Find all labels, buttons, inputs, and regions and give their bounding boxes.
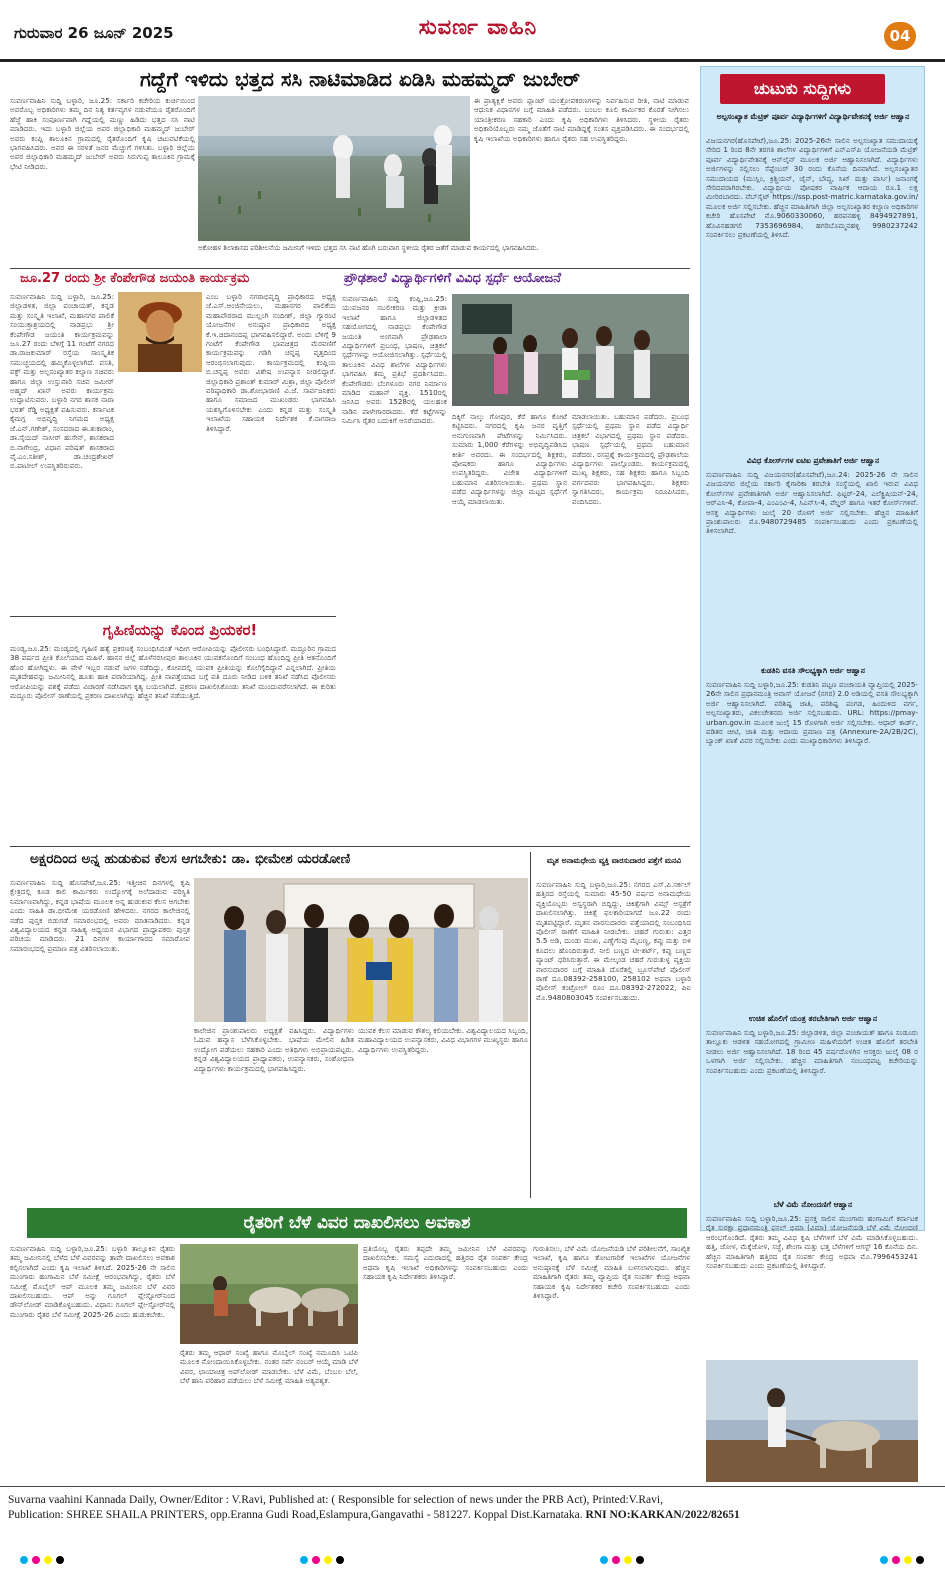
chutuku-h4: ಉಚಿತ ಹೊಲಿಗೆ ಯಂತ್ರ ತರಬೇತಿಗಾಗಿ ಅರ್ಜಿ ಆಹ್ವಾನ	[748, 1014, 878, 1023]
book-release-photo	[194, 878, 528, 1022]
imprint	[0, 1486, 945, 1548]
book-body-col3: ಯುವಕ ಕೆಲಸ ಮಾಡುವ ಕೌಶಲ್ಯ ಕಲಿಯಬೇಕು. ವಿಶ್ವವಿದ್ಯಾಲಯದ ಸಿಬ್ಬಂದಿ, ಮಹಾವಿದ್ಯಾಲಯದ ಉಪನ್ಯಾಸಕರು, ವಿವಿಧ ವಿಭಾಗಗಳ ಮುಖ್ಯಸ್ಥರು ಹಾಗೂ ವಿದ್ಯಾರ್ಥಿಗಳು ಉಪಸ್ಥಿತರಿದ್ದರು.	[358, 1026, 528, 1054]
mrutha-body: ಸುವರ್ಣವಾಹಿನಿ ಸುದ್ದಿ ಬಳ್ಳಾರಿ,ಜೂ.25: ನಗರದ ಎಸ್.ಪಿ.ಸರ್ಕಲ್ ಹತ್ತಿರದ ರಸ್ತೆಯಲ್ಲಿ ಸುಮಾರು 45-50 ವರ್ಷದ ಅನಾಮಧೇಯ ವ್ಯಕ್ತಿಯೊಬ್ಬರು ಅಸ್ವಸ್ಥರಾಗಿ ಬಿದ್ದಿದ್ದು, ಚಿಕಿತ್ಸೆಗಾಗಿ ವಿಮ್ಸ್ ಆಸ್ಪತ್ರೆಗೆ ದಾಖಲಿಸಲಾಗಿತ್ತು. ಚಿಕಿತ್ಸೆ ಫಲಕಾರಿಯಾಗದೆ ಜೂ.22 ರಂದು ಮೃತಪಟ್ಟಿದ್ದಾರೆ. ಮೃತನ ವಾರಸುದಾರರು ಪತ್ತೆಯಾದಲ್ಲಿ ಸಂಬಂಧಿಸಿದ ಪೊಲೀಸ್ ಠಾಣೆಗೆ ಮಾಹಿತಿ ನೀಡಬೇಕು. ಚಹರೆ ಗುರುತು: ಎತ್ತರ 5.5 ಅಡಿ, ದುಂಡು ಮುಖ, ಎಣ್ಣೆಗೆಂಪು ಮೈಬಣ್ಣ, ಕಪ್ಪು ಮತ್ತು ಬಿಳಿ ಕೂದಲು ಹೊಂದಿರುತ್ತಾರೆ. ನೀಲಿ ಬಣ್ಣದ ಟೀ-ಶರ್ಟ್, ಕಪ್ಪು ಬಣ್ಣದ ಪ್ಯಾಂಟ್ ಧರಿಸಿರುತ್ತಾರೆ. ಈ ಮೇಲ್ಕಂಡ ಚಹರೆ ಗುರುತುಳ್ಳ ವ್ಯಕ್ತಿಯ ವಾರಸುದಾರರ ಬಗ್ಗೆ ಮಾಹಿತಿ ದೊರೆತಲ್ಲಿ ಬ್ರೂಸ್‌ಪೇಟೆ ಪೊಲೀಸ್ ಠಾಣೆ ದೂ.08392-258100, 258102 ಅಥವಾ ಬಳ್ಳಾರಿ ಪೊಲೀಸ್ ಕಂಟ್ರೋಲ್ ರೂಂ ದೂ.08392-272022, ಪಿಐ ಮೊ.9480803045 ಸಂಪರ್ಕಿಸಬಹುದು.	[536, 880, 691, 1002]
raita-body-col3: ಪ್ರತಿಯೊಬ್ಬ ರೈತರು ತಪ್ಪದೇ ತಮ್ಮ ಜಮೀನಿನ ಬೆಳೆ ವಿವರವನ್ನು ದಾಖಲಿಸಬೇಕು. ಸಮಸ್ಯೆ ಎದುರಾದಲ್ಲಿ ಹತ್ತಿರದ ರೈತ ಸಂಪರ್ಕ ಕೇಂದ್ರ ಅಥವಾ ಕೃಷಿ ಇಲಾಖೆ ಅಧಿಕಾರಿಗಳನ್ನು ಸಂಪರ್ಕಿಸಬಹುದು ಎಂದು ಸಹಾಯಕ ಕೃಷಿ ನಿರ್ದೇಶಕರು ತಿಳಿಸಿದ್ದಾರೆ.	[363, 1244, 528, 1282]
lead-photo	[198, 96, 470, 241]
paper-logo: ಸುವರ್ಣ ವಾಹಿನಿ	[418, 14, 538, 39]
raita-body-col1: ಸುವರ್ಣವಾಹಿನಿ ಸುದ್ದಿ ಬಳ್ಳಾರಿ,ಜೂ.25: ಬಳ್ಳಾರಿ ತಾಲ್ಲೂಕಿನ ರೈತರು ತಮ್ಮ ಜಮೀನಿನಲ್ಲಿ ಬೆಳೆದ ಬೆಳೆ ವಿವರವನ್ನು ತಾವೇ ದಾಖಲಿಸಲು ಅವಕಾಶ ಕಲ್ಪಿಸಲಾಗಿದೆ ಎಂದು ಕೃಷಿ ಇಲಾಖೆ ತಿಳಿಸಿದೆ. 2025-26 ನೇ ಸಾಲಿನ ಮುಂಗಾರು ಹಂಗಾಮಿನ ಬೆಳೆ ಸಮೀಕ್ಷೆ ಆರಂಭವಾಗಿದ್ದು, ರೈತರು ಬೆಳೆ ಸಮೀಕ್ಷೆ ಮೊಬೈಲ್ ಆಪ್ ಮೂಲಕ ತಮ್ಮ ಜಮೀನಿನ ಬೆಳೆ ವಿವರ ದಾಖಲಿಸಬಹುದು. ಆಪ್ ಅನ್ನು ಗೂಗಲ್ ಪ್ಲೇಸ್ಟೋರ್‌ನಿಂದ ಡೌನ್‌ಲೋಡ್ ಮಾಡಿಕೊಳ್ಳಬಹುದು. ವಿಧಾನ: ಗೂಗಲ್ ಪ್ಲೇ-ಸ್ಟೋರ್‌ನಲ್ಲಿ ಮುಂಗಾರು ರೈತರ ಬೆಳೆ ಸಮೀಕ್ಷೆ 2025-26 ಎಂದು ಹುಡುಕಬೇಕು.	[10, 1244, 175, 1319]
raita-body-col4: ಗುರುತಿಸಲು, ಬೆಳೆ ವಿಮೆ ಯೋಜನೆಯಡಿ ಬೆಳೆ ಪರಿಶೀಲನೆಗೆ, ಸಾಂಖ್ಯಿಕ ಇಲಾಖೆ, ಕೃಷಿ ಹಾಗೂ ತೋಟಗಾರಿಕೆ ಇಲಾಖೆಗಳ ಯೋಜನೆಗಳ ಅನುಷ್ಠಾನಕ್ಕೆ ಬೆಳೆ ಸಮೀಕ್ಷೆ ಮಾಹಿತಿ ಬಳಸಲಾಗುವುದು. ಹೆಚ್ಚಿನ ಮಾಹಿತಿಗಾಗಿ ರೈತರು ತಮ್ಮ ವ್ಯಾಪ್ತಿಯ ರೈತ ಸಂಪರ್ಕ ಕೇಂದ್ರ ಅಥವಾ ಸಹಾಯಕ ಕೃಷಿ ನಿರ್ದೇಶಕರ ಕಚೇರಿ ಸಂಪರ್ಕಿಸಬಹುದು ಎಂದು ತಿಳಿಸಿದ್ದಾರೆ.	[533, 1244, 690, 1301]
page-number: 04	[884, 22, 916, 50]
imprint-line2	[0, 1508, 945, 1523]
school-body-col3: ಮಾಡಲಾಯಿತು. ಬಹುಮಾನ ಪಡೆದರು. ಪ್ರಬಂಧ ಸ್ಪರ್ಧೆಯಲ್ಲಿ ಪ್ರಥಮ ಸ್ಥಾನ ಪಡೆದ ವಿದ್ಯಾರ್ಥಿ ಚಿತ್ರಕಲೆ ವಿಭಾಗದಲ್ಲಿ ಪ್ರಥಮ ಸ್ಥಾನ ಪಡೆದರು. ಭಾಷಣ ಸ್ಪರ್ಧೆಯಲ್ಲಿ ಪ್ರಥಮ ಬಹುಮಾನ ಪಡೆದರು. ರಸಪ್ರಶ್ನೆ ಕಾರ್ಯಕ್ರಮದಲ್ಲಿ ಪ್ರೌಢಶಾಲೆಯ ವಿದ್ಯಾರ್ಥಿಗಳು ಪಾಲ್ಗೊಂಡರು. ಕಾರ್ಯಕ್ರಮದಲ್ಲಿ ಮುಖ್ಯ ಶಿಕ್ಷಕರು, ಸಹ ಶಿಕ್ಷಕರು ಹಾಗೂ ಸಿಬ್ಬಂದಿ ವರ್ಗದವರು ಭಾಗವಹಿಸಿದ್ದರು. ಶಿಕ್ಷಕರು ಸ್ವಾಗತಿಸಿದರು, ಕಾರ್ಯಕ್ರಮ ನಿರೂಪಿಸಿದರು, ವಂದಿಸಿದರು.	[572, 412, 689, 506]
lead-photo-caption: ಅಕೋಹಳ ಶಿಲಾಕಾಸದ ಪರಿಶೀಲನೆಯ ಜಮೀನಿಗೆ ಇಳಿದು ಭತ್ತದ ಸಸಿ ನಾಟಿ ಹೊಗಿ ಬರುವಾಗ ಸ್ಥಳೀಯ ರೈತರ ಜತೆಗೆ ಮಾಡುವ ಕಾರ್ಯದಲ್ಲಿ ಭಾಗವಹಿಸಿದರು.	[198, 244, 539, 252]
chutuku-b3: ಸುವರ್ಣವಾಹಿನಿ ಸುದ್ದಿ ಬಳ್ಳಾರಿ,ಜೂ.25: ಕುಡತಿನಿ ಪಟ್ಟಣ ಪಂಚಾಯತಿ ವ್ಯಾಪ್ತಿಯಲ್ಲಿ 2025-26ನೇ ಸಾಲಿನ ಪ್ರಧಾನಮಂತ್ರಿ ಆವಾಸ್ ಯೋಜನೆ (ನಗರ) 2.0 ಅಡಿಯಲ್ಲಿ ವಸತಿ ಸೌಲಭ್ಯಕ್ಕಾಗಿ ಅರ್ಜಿ ಆಹ್ವಾನಿಸಲಾಗಿದೆ. ಪರಿಶಿಷ್ಟ ಜಾತಿ, ಪರಿಶಿಷ್ಟ ಪಂಗಡ, ಹಿಂದುಳಿದ ವರ್ಗ, ಅಲ್ಪಸಂಖ್ಯಾತರು, ವಿಕಲಚೇತನರು ಅರ್ಜಿ ಸಲ್ಲಿಸಬಹುದು. URL: https://pmay-urban.gov.in ಮೂಲಕ ಜುಲೈ 15 ರೊಳಗಾಗಿ ಅರ್ಜಿ ಸಲ್ಲಿಸಬೇಕು. ಆಧಾರ್ ಕಾರ್ಡ್, ಪಡಿತರ ಚೀಟಿ, ಜಾತಿ ಮತ್ತು ಆದಾಯ ಪ್ರಮಾಣ ಪತ್ರ (Annexure-2A/2B/2C), ಬ್ಯಾಂಕ್ ಖಾತೆ ವಿವರ ಸಲ್ಲಿಸಬೇಕು ಎಂದು ಮುಖ್ಯಾಧಿಕಾರಿಗಳು ತಿಳಿಸಿದ್ದಾರೆ.	[706, 680, 918, 746]
rni-number: RNI NO:KARKAN/2022/82651	[585, 1509, 740, 1521]
masthead	[0, 0, 945, 62]
jayanti-body-col1: ಸುವರ್ಣವಾಹಿನಿ ಸುದ್ದಿ ಬಳ್ಳಾರಿ, ಜೂ.25: ಜಿಲ್ಲಾಡಳಿತ, ಜಿಲ್ಲಾ ಪಂಚಾಯತ್, ಕನ್ನಡ ಮತ್ತು ಸಂಸ್ಕೃತಿ ಇಲಾಖೆ, ಮಹಾನಗರ ಪಾಲಿಕೆ ಸಂಯುಕ್ತಾಶ್ರಯದಲ್ಲಿ ನಾಡಪ್ರಭು ಶ್ರೀ ಕೆಂಪೇಗೌಡ ಜಯಂತಿ ಕಾರ್ಯಕ್ರಮವನ್ನು ಜೂ.27 ರಂದು ಬೆಳಿಗ್ಗೆ 11 ಗಂಟೆಗೆ ನಗರದ ಡಾ.ರಾಜಕುಮಾರ್ ರಸ್ತೆಯ ಸಾಂಸ್ಕೃತಿಕ ಸಮುಚ್ಚಯದಲ್ಲಿ ಹಮ್ಮಿಕೊಳ್ಳಲಾಗಿದೆ. ವಸತಿ, ವಕ್ಫ್ ಮತ್ತು ಅಲ್ಪಸಂಖ್ಯಾತರ ಕಲ್ಯಾಣ ಸಚಿವರು ಹಾಗೂ ಜಿಲ್ಲಾ ಉಸ್ತುವಾರಿ ಸಚಿವ ಜಮೀರ್ ಅಹ್ಮದ್ ಖಾನ್ ಅವರು ಕಾರ್ಯಕ್ರಮ ಉದ್ಘಾಟಿಸುವರು. ಬಳ್ಳಾರಿ ನಗರ ಶಾಸಕ ನಾರಾ ಭರತ್ ರೆಡ್ಡಿ ಅಧ್ಯಕ್ಷತೆ ವಹಿಸುವರು. ಕರ್ನಾಟಕ ಕೈಮಗ್ಗ ಅಭಿವೃದ್ಧಿ ನಿಗಮದ ಅಧ್ಯಕ್ಷ ಜೆ.ಎನ್.ಗಣೇಶ್, ಸಂಸದರಾದ ಈ.ತುಕಾರಾಂ, ಡಾ.ಸೈಯದ್ ನಾಸೀರ್ ಹುಸೇನ್, ಶಾಸಕರಾದ ಬಿ.ನಾಗೇಂದ್ರ, ವಿಧಾನ ಪರಿಷತ್ ಶಾಸಕರಾದ ವೈ.ಎಂ.ಸತೀಶ್, ಡಾ.ಚಂದ್ರಶೇಖರ್ ಬಿ.ಪಾಟೀಲ್ ಉಪಸ್ಥಿತರಿರುವರು.	[10, 292, 114, 471]
school-headline: ಪ್ರೌಢಶಾಲೆ ವಿದ್ಯಾರ್ಥಿಗಳಿಗೆ ವಿವಿಧ ಸ್ಪರ್ಧೆ ಆಯೋಜನೆ	[344, 271, 562, 286]
chutuku-h5: ಬೆಳೆ ವಿಮೆ ನೋಂದಣಿಗೆ ಆಹ್ವಾನ	[773, 1200, 853, 1209]
issue-date: ಗುರುವಾರ 26 ಜೂನ್ 2025	[14, 24, 174, 42]
divider	[10, 616, 336, 617]
jayanti-body-col2: ಎಂಬ ಬಳ್ಳಾರಿ ನಗರಾಭಿವೃದ್ಧಿ ಪ್ರಾಧಿಕಾರದ ಅಧ್ಯಕ್ಷ ಜೆ.ಎಸ್.ಆಂಜಿನೇಯಲು, ಮಹಾನಗರ ಪಾಲಿಕೆಯ ಮಹಾಪೌರರಾದ ಮುಲ್ಲಂಗಿ ನಂದೀಶ್, ಜಿಲ್ಲಾ ಗ್ಯಾರಂಟಿ ಯೋಜನೆಗಳ ಅನುಷ್ಠಾನ ಪ್ರಾಧಿಕಾರದ ಅಧ್ಯಕ್ಷ ಕೆ.ಇ.ಚಿದಾನಂದಪ್ಪ ಭಾಗವಹಿಸಲಿದ್ದಾರೆ. ಅಂದು ಬೆಳಿಗ್ಗೆ 9 ಗಂಟೆಗೆ ಕೆಂಪೇಗೌಡ ಭಾವಚಿತ್ರದ ಮೆರವಣಿಗೆ ಕಾರ್ಯಕ್ರಮವನ್ನು ಗಡಿಗಿ ಚನ್ನಪ್ಪ ವೃತ್ತದಿಂದ ಆರಂಭಿಸಲಾಗುವುದು. ಕಾರ್ಯಕ್ರಮದಲ್ಲಿ ಕಂಪ್ಲಿಯ ಬಿ.ಚನ್ನಪ್ಪ ಅವರು ವಿಶೇಷ ಉಪನ್ಯಾಸ ನೀಡಲಿದ್ದಾರೆ. ಜಿಲ್ಲಾಧಿಕಾರಿ ಪ್ರಶಾಂತ್ ಕುಮಾರ್ ಮಿಶ್ರಾ, ಜಿಲ್ಲಾ ಪೊಲೀಸ್ ವರಿಷ್ಠಾಧಿಕಾರಿ ಡಾ.ಶೋಭಾರಾಣಿ ವಿ.ಜೆ. ಸಾರ್ವಜನಿಕರು ಹಾಗೂ ಸಮಾಜದ ಮುಖಂಡರು ಭಾಗವಹಿಸಿ ಯಶಸ್ವಿಗೊಳಿಸಬೇಕು ಎಂದು ಕನ್ನಡ ಮತ್ತು ಸಂಸ್ಕೃತಿ ಇಲಾಖೆಯ ಸಹಾಯಕ ನಿರ್ದೇಶಕ ಕೆ.ನಾಗರಾಜ ತಿಳಿಸಿದ್ದಾರೆ.	[206, 292, 336, 433]
murder-headline: ಗೃಹಿಣಿಯನ್ನು ಕೊಂದ ಪ್ರಿಯಕರ!	[102, 621, 258, 639]
book-headline: ಅಕ್ಷರದಿಂದ ಅನ್ನ ಹುಡುಕುವ ಕೆಲಸ ಆಗಬೇಕು: ಡಾ. ಭೀಮೇಶ ಯರಡೋಣಿ	[30, 851, 351, 867]
lead-body-col2: ಈ ಪ್ರಾತ್ಯಕ್ಷಿಕೆ ಅವರು ಪ್ಲಾಂಟ್ ಯಂತ್ರೋಪಕರಣಗಳನ್ನು ನಿರ್ವಹಿಸುವ ರೀತಿ, ನಾಟಿ ಮಾಡುವ ಆಧುನಿಕ ವಿಧಾನಗಳ ಬಗ್ಗೆ ಮಾಹಿತಿ ಪಡೆದರು. ಬಂಬಲ ಕೂಲಿ ಕಾರ್ಮಿಕರ ಕೊರತೆ ನೀಗಿಸಲು ಯಾಂತ್ರೀಕರಣ ಸಹಕಾರಿ ಎಂದು ಕೃಷಿ ಅಧಿಕಾರಿಗಳು ತಿಳಿಸಿದರು. ಸ್ಥಳೀಯ ರೈತರು ಅಧಿಕಾರಿಯೊಬ್ಬರು ನಮ್ಮ ಜೊತೆಗೆ ನಾಟಿ ಮಾಡಿದ್ದಕ್ಕೆ ಸಂತಸ ವ್ಯಕ್ತಪಡಿಸಿದರು. ಈ ಸಂದರ್ಭದಲ್ಲಿ ಕೃಷಿ ಇಲಾಖೆಯ ಅಧಿಕಾರಿಗಳು ಹಾಗೂ ರೈತರು ಸಹ ಉಪಸ್ಥಿತರಿದ್ದರು.	[474, 96, 689, 143]
mrutha-headline: ಮೃತ ಅನಾಮಧೇಯ ವ್ಯಕ್ತಿ ವಾರಸುದಾರರ ಪತ್ತೆಗೆ ಮನವಿ	[546, 856, 682, 865]
registration-marks	[0, 1556, 945, 1566]
farmer-photo	[706, 1360, 918, 1482]
kempegowda-portrait	[118, 292, 202, 372]
school-body-col2: ದಿಕ್ಕಿಗೆ ನಾಲ್ಕು ಗೋಪುರ, ಕೆರೆ ಹಾಗೂ ಕೋಟೆ ಕಟ್ಟಿಸಿದರು. ನಗರದಲ್ಲಿ ಕೃಷಿ ಜನರ ವೃತ್ತಿಗೆ ಅನುಗುಣವಾಗಿ ಪೇಟೆಗಳನ್ನು ನಿರ್ಮಿಸಿದರು. ಸುಮಾರು 1,000 ಕೆರೆಗಳನ್ನು ಅಭಿವೃದ್ಧಿಪಡಿಸಿದ ಕೀರ್ತಿ ಅವರದು. ಈ ಸಂದರ್ಭದಲ್ಲಿ ಶಿಕ್ಷಕರು, ಪೋಷಕರು ಹಾಗೂ ವಿದ್ಯಾರ್ಥಿಗಳು ಉಪಸ್ಥಿತರಿದ್ದರು. ವಿಜೇತ ವಿದ್ಯಾರ್ಥಿಗಳಿಗೆ ಬಹುಮಾನ ವಿತರಿಸಲಾಯಿತು. ಪ್ರಥಮ ಸ್ಥಾನ ಪಡೆದ ವಿದ್ಯಾರ್ಥಿಗಳನ್ನು ಜಿಲ್ಲಾ ಮಟ್ಟದ ಸ್ಪರ್ಧೆಗೆ ಆಯ್ಕೆ ಮಾಡಲಾಯಿತು.	[452, 412, 567, 506]
divider	[10, 268, 690, 269]
paddy-field-figures	[198, 96, 470, 241]
chutuku-banner: ಚುಟುಕು ಸುದ್ದಿಗಳು	[720, 74, 885, 104]
mrutha-divider	[530, 852, 531, 1198]
raita-headline: ರೈತರಿಗೆ ಬೆಳೆ ವಿವರ ದಾಖಲಿಸಲು ಅವಕಾಶ	[27, 1208, 687, 1238]
chutuku-b1: ವಿಜಯನಗರ(ಹೊಸಪೇಟೆ),ಜೂ.25: 2025-26ನೇ ಸಾಲಿನ ಅಲ್ಪಸಂಖ್ಯಾತ ಸಮುದಾಯಕ್ಕೆ ಸೇರಿದ 1 ರಿಂದ 8ನೇ ತರಗತಿ ಶಾಲೆಗಳ ವಿದ್ಯಾರ್ಥಿಗಳಿಗೆ ಎನ್‌ಎಸ್‌ಪಿ ಯೋಜನೆಯಡಿ ಮೆಟ್ರಿಕ್ ಪೂರ್ವ ವಿದ್ಯಾರ್ಥಿವೇತನಕ್ಕೆ ಆನ್‌ಲೈನ್ ಮೂಲಕ ಅರ್ಜಿ ಆಹ್ವಾನಿಸಲಾಗಿದೆ. ವಿದ್ಯಾರ್ಥಿಗಳು ಅರ್ಜಿಗಳನ್ನು ಸಲ್ಲಿಸಲು ಸೆಪ್ಟೆಂಬರ್ 30 ರಂದು ಕೊನೆಯ ದಿನವಾಗಿದೆ. ಅಲ್ಪಸಂಖ್ಯಾತರ ಸಮುದಾಯದ (ಮುಸ್ಲಿಂ, ಕ್ರಿಶ್ಚಿಯನ್, ಜೈನ್, ಬೌದ್ಧ, ಸಿಖ್ ಮತ್ತು ಪಾರ್ಸಿ) ಜನಾಂಗಕ್ಕೆ ಸೇರಿದವರಾಗಿರಬೇಕು. ವಿದ್ಯಾರ್ಥಿಯ ಪೋಷಕರ ವಾರ್ಷಿಕ ಆದಾಯ ರೂ.1 ಲಕ್ಷ ಮೀರಿರಬಾರದು. ವೆಬ್‌ಸೈಟ್ https://ssp.post-matric.karnataka.gov.in/ ಮೂಲಕ ಅರ್ಜಿ ಸಲ್ಲಿಸಬೇಕು. ಹೆಚ್ಚಿನ ಮಾಹಿತಿಗಾಗಿ ಜಿಲ್ಲಾ ಅಲ್ಪಸಂಖ್ಯಾತರ ಕಲ್ಯಾಣ ಅಧಿಕಾರಿಗಳ ಕಚೇರಿ ಹೊಸಪೇಟೆ ಮೊ.9060330060, ಹರಪನಹಳ್ಳಿ 8494927891, ಹೊವಿನಹಡಗಲಿ 7353696984, ಹಗರಿಬೊಮ್ಮನಹಳ್ಳಿ 9980237242 ಸಂಪರ್ಕಿಸಲು ಪ್ರಕಟಣೆಯಲ್ಲಿ ತಿಳಿಸಿದೆ.	[706, 136, 918, 240]
chutuku-b4: ಸುವರ್ಣವಾಹಿನಿ ಸುದ್ದಿ ಬಳ್ಳಾರಿ,ಜೂ.25: ಜಿಲ್ಲಾಡಳಿತ, ಜಿಲ್ಲಾ ಪಂಚಾಯತ್ ಹಾಗೂ ಸಂಡೂರು ತಾಲ್ಲೂಕು ಆಡಳಿತ ಸಹಯೋಗದಲ್ಲಿ ಗ್ರಾಮೀಣ ಮಹಿಳೆಯರಿಗೆ ಉಚಿತ ಹೊಲಿಗೆ ತರಬೇತಿ ನೀಡಲು ಅರ್ಜಿ ಆಹ್ವಾನಿಸಲಾಗಿದೆ. 18 ರಿಂದ 45 ವರ್ಷದೊಳಗಿನ ಆಸಕ್ತರು ಜುಲೈ 08 ರ ಒಳಗಾಗಿ ಅರ್ಜಿ ಸಲ್ಲಿಸಬೇಕು. ಹೆಚ್ಚಿನ ಮಾಹಿತಿಗಾಗಿ ಸಂಬಂಧಪಟ್ಟ ಕಚೇರಿಯನ್ನು ಸಂಪರ್ಕಿಸಬಹುದು ಎಂದು ಪ್ರಕಟಣೆಯಲ್ಲಿ ತಿಳಿಸಿದ್ದಾರೆ.	[706, 1028, 918, 1075]
chutuku-h2: ವಿವಿಧ ಕೋರ್ಸ್‌ಗಳ ಐಟಿಐ ಪ್ರವೇಶಾತಿಗೆ ಅರ್ಜಿ ಆಹ್ವಾನ	[746, 456, 880, 465]
ploughing-figures	[180, 1244, 358, 1344]
bullock-ploughing-photo	[180, 1244, 358, 1344]
imprint-line1: Suvarna vaahini Kannada Daily, Owner/Editor : V.Ravi, Published at: ( Responsible for selection of news under the PRB Act), Printed:V.Ravi,	[8, 1494, 663, 1506]
chutuku-h3: ಕುಡತಿನಿ ವಸತಿ ಸೌಲಭ್ಯಕ್ಕಾಗಿ ಅರ್ಜಿ ಆಹ್ವಾನ	[761, 666, 865, 675]
chutuku-b5: ಸುವರ್ಣವಾಹಿನಿ ಸುದ್ದಿ ಬಳ್ಳಾರಿ,ಜೂ.25: ಪ್ರಸಕ್ತ ಸಾಲಿನ ಮುಂಗಾರು ಹಂಗಾಮಿಗೆ ಕರ್ನಾಟಕ ರೈತ ಸುರಕ್ಷಾ ಪ್ರಧಾನಮಂತ್ರಿ ಫಸಲ್ ಭಿಮಾ (ವಿಮಾ) ಯೋಜನೆಯಡಿ ಬೆಳೆ ವಿಮೆ ನೋಂದಣಿ ಆರಂಭಗೊಂಡಿದೆ. ರೈತರು ತಮ್ಮ ವಿವಿಧ ಕೃಷಿ ಬೆಳೆಗಳಿಗೆ ಬೆಳೆ ವಿಮೆ ಮಾಡಿಸಿಕೊಳ್ಳಬಹುದು. ಹತ್ತಿ, ಜೋಳ, ಮೆಕ್ಕೆಜೋಳ, ಸಜ್ಜೆ, ಶೇಂಗಾ ಮತ್ತು ಭತ್ತ ಬೆಳೆಗಳಿಗೆ ಆಗಸ್ಟ್ 16 ಕೊನೆಯ ದಿನ. ಹೆಚ್ಚಿನ ಮಾಹಿತಿಗಾಗಿ ಹತ್ತಿರದ ರೈತ ಸಂಪರ್ಕ ಕೇಂದ್ರ ಅಥವಾ ಮೊ.7996453241 ಸಂಪರ್ಕಿಸಬಹುದು ಎಂದು ಪ್ರಕಟಣೆಯಲ್ಲಿ ತಿಳಿಸಿದ್ದಾರೆ.	[706, 1214, 918, 1271]
murder-body: ಮಂಡ್ಯ,ಜೂ.25: ಮಂಡ್ಯದಲ್ಲಿ ಗೃಹಿಣಿ ಹತ್ಯೆ ಪ್ರಕರಣಕ್ಕೆ ಸಂಬಂಧಿಸಿದಂತೆ ಇದೀಗ ಆರೋಪಿಯನ್ನು ಪೊಲೀಸರು ಬಂಧಿಸಿದ್ದಾರೆ. ಮದ್ದೂರಿನ ಗ್ರಾಮದ 38 ವರ್ಷದ ಪ್ರೀತಿ ಕೊಲೆಯಾದ ಮಹಿಳೆ. ಹಾಸನ ಜಿಲ್ಲೆ ಹೊಳೆನರಸೀಪುರ ತಾಲೂಕಿನ ಯುವಕನೊಂದಿಗೆ ಸಂಬಂಧ ಹೊಂದಿದ್ದ ಪ್ರೀತಿ ಆತನೊಂದಿಗೆ ಹೊರ ಹೋಗಿದ್ದಳು. ಈ ವೇಳೆ ಇಬ್ಬರ ನಡುವೆ ಜಗಳ ನಡೆದಿದ್ದು, ಕೋಪದಲ್ಲಿ ಯುವಕ ಪ್ರೀತಿಯನ್ನು ಕೊಲೆಗೈದಿದ್ದಾನೆ ಎನ್ನಲಾಗಿದೆ. ಪ್ರೀತಿಯ ಮೃತದೇಹವನ್ನು ಜಮೀನಿನಲ್ಲಿ ಹೂತು ಹಾಕಿ ಪರಾರಿಯಾಗಿದ್ದ. ಪ್ರೀತಿ ನಾಪತ್ತೆಯಾದ ಬಗ್ಗೆ ಪತಿ ದೂರು ನೀಡಿದ ಬಳಿಕ ತನಿಖೆ ನಡೆಸಿದ ಪೊಲೀಸರು ಆರೋಪಿಯನ್ನು ವಶಕ್ಕೆ ಪಡೆದು ವಿಚಾರಣೆ ನಡೆಸಿದಾಗ ಕೃತ್ಯ ಬಯಲಾಗಿದೆ. ಪ್ರಕರಣ ದಾಖಲಿಸಿಕೊಂಡು ತನಿಖೆ ಮುಂದುವರೆಸಲಾಗಿದೆ. ಈ ಕುರಿತು ಮದ್ದೂರು ಪೊಲೀಸ್ ಠಾಣೆಯಲ್ಲಿ ಪ್ರಕರಣ ದಾಖಲಾಗಿದ್ದು ಹೆಚ್ಚಿನ ತನಿಖೆ ನಡೆಯುತ್ತಿದೆ.	[10, 644, 336, 701]
school-award-figures	[452, 294, 689, 406]
lead-headline: ಗದ್ದೆಗೆ ಇಳಿದು ಭತ್ತದ ಸಸಿ ನಾಟಿಮಾಡಿದ ಏಡಿಸಿ ಮಹಮ್ಮದ್ ಜುಬೇರ್	[139, 67, 581, 91]
divider	[10, 846, 690, 847]
jayanti-headline: ಜೂ.27 ರಂದು ಶ್ರೀ ಕೆಂಪೇಗೌಡ ಜಯಂತಿ ಕಾರ್ಯಕ್ರಮ	[20, 271, 250, 286]
raita-body-col2: ರೈತರು ತಮ್ಮ ಆಧಾರ್ ಸಂಖ್ಯೆ ಹಾಗೂ ಮೊಬೈಲ್ ಸಂಖ್ಯೆ ನಮೂದಿಸಿ ಒಟಿಪಿ ಮೂಲಕ ನೋಂದಾಯಿಸಿಕೊಳ್ಳಬೇಕು. ನಂತರ ಸರ್ವೆ ನಂಬರ್ ಆಯ್ಕೆ ಮಾಡಿ ಬೆಳೆ ವಿವರ, ಛಾಯಾಚಿತ್ರ ಅಪ್‌ಲೋಡ್ ಮಾಡಬೇಕು. ಬೆಳೆ ವಿಮೆ, ಬೆಂಬಲ ಬೆಲೆ, ಬೆಳೆ ಹಾನಿ ಪರಿಹಾರ ಪಡೆಯಲು ಬೆಳೆ ಸಮೀಕ್ಷೆ ಮಾಹಿತಿ ಅತ್ಯವಶ್ಯಕ.	[180, 1348, 358, 1386]
book-body-col1: ಸುವರ್ಣವಾಹಿನಿ ಸುದ್ದಿ ಹೊಸಪೇಟೆ,ಜೂ.25: ಇತ್ತೀಚಿನ ದಿನಗಳಲ್ಲಿ ಕೃಷಿ ಕ್ಷೇತ್ರದಲ್ಲಿ ಕೂಡ ಕಾಲಿ ಕಾರ್ಮಿಕರು ಉದ್ಯೋಗಕ್ಕೆ ಅಲೆದಾಡುವ ಪರಿಸ್ಥಿತಿ ನಿರ್ಮಾಣವಾಗಿದ್ದು, ಕನ್ನಡ ಭಾಷೆಯ ಮೂಲಕ ಅನ್ನ ಹುಡುಕುವ ಕೆಲಸ ಆಗಬೇಕು ಎಂದು ಸಾಹಿತಿ ಡಾ.ಭೀಮೇಶ ಯರಡೋಣಿ ಹೇಳಿದರು. ನಗರದ ಕಾಲೇಜಿನಲ್ಲಿ ನಡೆದ ಪುಸ್ತಕ ಬಿಡುಗಡೆ ಸಮಾರಂಭದಲ್ಲಿ ಅವರು ಮಾತನಾಡಿದರು. ಕನ್ನಡ ವಿಶ್ವವಿದ್ಯಾಲಯದ ಕನ್ನಡ ಸಾಹಿತ್ಯ ಅಧ್ಯಯನ ವಿಭಾಗದ ಪ್ರಾಧ್ಯಾಪಕರು ಪುಸ್ತಕ ಪರಿಚಯ ಮಾಡಿದರು. 21 ದಿನಗಳ ಕಾರ್ಯಾಗಾರದ ಸಮಾರೋಪ ಸಮಾರಂಭದಲ್ಲಿ ಪ್ರಮಾಣ ಪತ್ರ ವಿತರಿಸಲಾಯಿತು.	[10, 878, 190, 953]
book-body-col2: ಕಾಲೇಜಿನ ಪ್ರಾಂಶುಪಾಲರು ಅಧ್ಯಕ್ಷತೆ ವಹಿಸಿದ್ದರು. ವಿದ್ಯಾರ್ಥಿಗಳು ಓದುವ ಹವ್ಯಾಸ ಬೆಳೆಸಿಕೊಳ್ಳಬೇಕು. ಭಾಷೆಯ ಮೇಲಿನ ಹಿಡಿತ ಉದ್ಯೋಗ ಪಡೆಯಲು ಸಹಕಾರಿ ಎಂದು ಅತಿಥಿಗಳು ಅಭಿಪ್ರಾಯಪಟ್ಟರು. ಕನ್ನಡ ವಿಶ್ವವಿದ್ಯಾಲಯದ ಪ್ರಾಧ್ಯಾಪಕರು, ಉಪನ್ಯಾಸಕರು, ಸಂಶೋಧನಾ ವಿದ್ಯಾರ್ಥಿಗಳು ಕಾರ್ಯಕ್ರಮದಲ್ಲಿ ಭಾಗವಹಿಸಿದ್ದರು.	[194, 1026, 354, 1073]
portrait-figure	[118, 292, 202, 372]
chutuku-b2: ಸುವರ್ಣವಾಹಿನಿ ಸುದ್ದಿ ವಿಜಯನಗರ(ಹೊಸಪೇಟೆ),ಜೂ.24: 2025-26 ನೇ ಸಾಲಿನ ವಿಜಯನಗರ ಜಿಲ್ಲೆಯ ಸರ್ಕಾರಿ ಕೈಗಾರಿಕಾ ತರಬೇತಿ ಸಂಸ್ಥೆಯಲ್ಲಿ ಖಾಲಿ ಇರುವ ವಿವಿಧ ಕೋರ್ಸ್‌ಗಳ ಪ್ರವೇಶಾತಿಗಾಗಿ ಅರ್ಜಿ ಆಹ್ವಾನಿಸಲಾಗಿದೆ. ಫಿಟ್ಟರ್-24, ಎಲೆಕ್ಟ್ರಿಷಿಯನ್-24, ಆರ್‌ಎಸಿ-4, ಕೋಪಾ-4, ಎಂಎಂವಿ-4, ಸಿಎನ್‌ಸಿ-4, ವೆಲ್ಡರ್ ಹಾಗೂ ಇತರೆ ಕೋರ್ಸ್‌ಗಳಿವೆ. ಆಸಕ್ತ ವಿದ್ಯಾರ್ಥಿಗಳು ಜುಲೈ 20 ರೊಳಗೆ ಅರ್ಜಿ ಸಲ್ಲಿಸಬೇಕು. ಹೆಚ್ಚಿನ ಮಾಹಿತಿಗೆ ಪ್ರಾಂಶುಪಾಲರು ಮೊ.9480729485 ಸಂಪರ್ಕಿಸಬಹುದು ಎಂದು ಪ್ರಕಟಣೆಯಲ್ಲಿ ತಿಳಿಸಲಾಗಿದೆ.	[706, 470, 918, 536]
school-photo	[452, 294, 689, 406]
farmer-ploughing-figure	[706, 1360, 918, 1482]
school-body-col1: ಸುವರ್ಣವಾಹಿನಿ ಸುದ್ದಿ ಕಂಪ್ಲಿ,ಜೂ.25: ಯುವಜನರ ಸಬಲೀಕರಣ ಮತ್ತು ಕ್ರೀಡಾ ಇಲಾಖೆ ಹಾಗೂ ಜಿಲ್ಲಾಡಳಿತದ ಸಹಯೋಗದಲ್ಲಿ ನಾಡಪ್ರಭು ಕೆಂಪೇಗೌಡ ಜಯಂತಿ ಅಂಗವಾಗಿ ಪ್ರೌಢಶಾಲಾ ವಿದ್ಯಾರ್ಥಿಗಳಿಗೆ ಪ್ರಬಂಧ, ಭಾಷಣ, ಚಿತ್ರಕಲೆ ಸ್ಪರ್ಧೆಗಳನ್ನು ಆಯೋಜಿಸಲಾಗಿತ್ತು. ಸ್ಪರ್ಧೆಯಲ್ಲಿ ತಾಲೂಕಿನ ವಿವಿಧ ಶಾಲೆಗಳ ವಿದ್ಯಾರ್ಥಿಗಳು ಭಾಗವಹಿಸಿ ತಮ್ಮ ಪ್ರತಿಭೆ ಪ್ರದರ್ಶಿಸಿದರು. ಕೆಂಪೇಗೌಡರು ಬೆಂಗಳೂರು ನಗರ ನಿರ್ಮಾಣ ಮಾಡಿದ ಮಹಾನ್ ವ್ಯಕ್ತಿ. 1510ರಲ್ಲಿ ಜನಿಸಿದ ಅವರು 1528ರಲ್ಲಿ ಯಲಹಂಕ ನಾಡಿನ ಪಾಳೇಗಾರರಾದರು. ಕೆರೆ ಕಟ್ಟೆಗಳನ್ನು ನಿರ್ಮಿಸಿ ರೈತರ ಬದುಕಿಗೆ ಆಸರೆಯಾದರು.	[342, 294, 447, 426]
imprint-publication: Publication: SHREE SHAILA PRINTERS, opp.Eranna Gudi Road,Eslampura,Gangavathi - 581227. Koppal Dist.Karnataka.	[8, 1509, 586, 1521]
lead-body-col1: ಸುವರ್ಣವಾಹಿನಿ ಸುದ್ದಿ ಬಳ್ಳಾರಿ, ಜೂ.25: ಸರ್ಕಾರಿ ಕಚೇರಿಯ ಕುರ್ಚಿಯಿಂದ ಅವರೊಬ್ಬ ಅಧಿಕಾರಿಗಳು ತಮ್ಮ ದಿನ ನಿತ್ಯ ಕರ್ತವ್ಯಗಳ ನಡುವೆಯೂ ರೈತರೊಂದಿಗೆ ಹೆಜ್ಜೆ ಹಾಕಿ ಸಂಪೂರ್ಣವಾಗಿ ಗದ್ದೆಯಲ್ಲಿ ಮಣ್ಣು ಹಿಡಿದು ಭತ್ತದ ಸಸಿ ನಾಟಿ ಮಾಡಿದರು. ಇದು ಬಳ್ಳಾರಿ ಜಿಲ್ಲೆಯ ಅಪರ ಜಿಲ್ಲಾಧಿಕಾರಿ ಮಹಮ್ಮದ್ ಜುಬೇರ್ ಅವರು ಕಂಪ್ಲಿ ತಾಲೂಕಿನ ಗ್ರಾಮದಲ್ಲಿ ರೈತರೊಂದಿಗೆ ಕೃಷಿ ಚಟುವಟಿಕೆಯಲ್ಲಿ ಭಾಗವಹಿಸಿದರು. ಅವರ ಈ ಸರಳತೆ ಜನರ ಮೆಚ್ಚುಗೆ ಗಳಿಸಿತು. ಬಳ್ಳಾರಿ ಜಿಲ್ಲೆಯ ಅಪರ ಜಿಲ್ಲಾಧಿಕಾರಿ ಮಹಮ್ಮದ್ ಜುಬೇರ್ ಅವರು ಸಿರುಗುಪ್ಪ ತಾಲೂಕಿನ ಗ್ರಾಮಕ್ಕೆ ಭೇಟಿ ನೀಡಿದರು.	[10, 96, 195, 171]
book-release-figures	[194, 878, 528, 1022]
chutuku-h1: ಅಲ್ಪಸಂಖ್ಯಾತ ಮೆಟ್ರಿಕ್ ಪೂರ್ವ ವಿದ್ಯಾರ್ಥಿಗಳಿಗೆ ವಿದ್ಯಾರ್ಥಿವೇತನಕ್ಕೆ ಅರ್ಜಿ ಆಹ್ವಾನ	[716, 112, 910, 121]
